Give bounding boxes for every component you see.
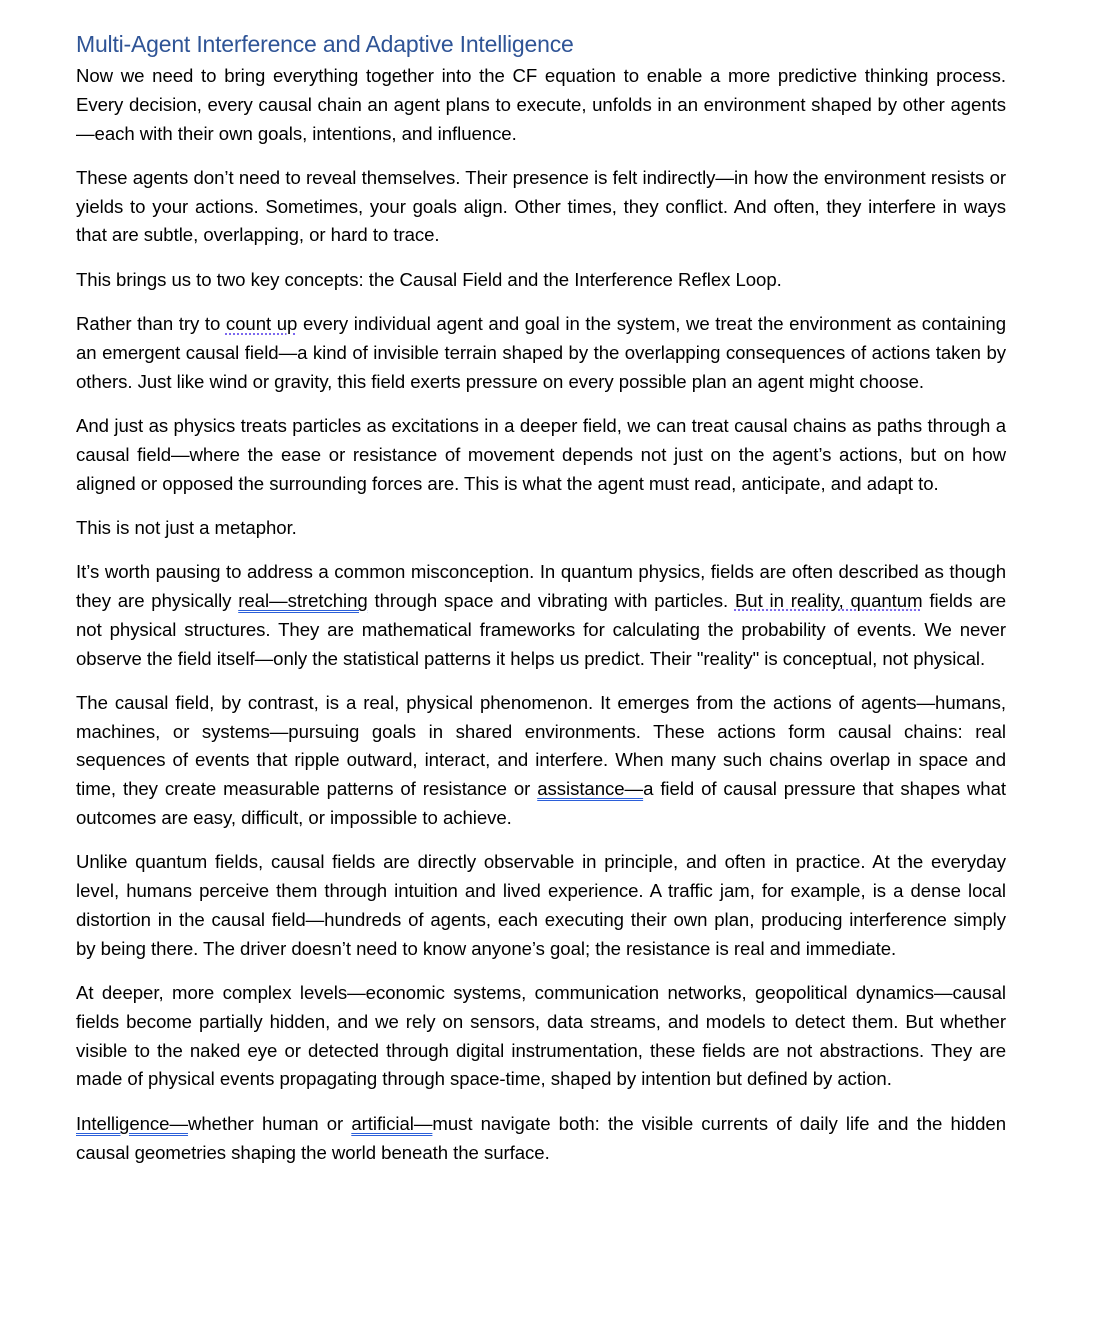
text-run: It’s worth pausing to address a common misconception. In quantum physics, fields are often described as though they are physically (76, 561, 1006, 611)
paragraph: Now we need to bring everything together into the CF equation to enable a more predictive thinking process. Every decision, every causal chain an agent plans to execute, unfolds in an environment shaped by other agents—each with their own goals, intentions, and influence. (76, 65, 1006, 144)
grammar-flagged-text[interactable]: count up (225, 313, 298, 335)
text-run: through space and vibrating with particles. (367, 589, 735, 611)
text-run: whether human or (188, 1112, 352, 1134)
spacing-flagged-text[interactable]: Intelligence— (76, 1112, 189, 1134)
text-run: every individual agent and goal in the system, we treat the environment as containing an emergent causal field—a kind of invisible terrain shaped by the overlapping consequences of actions taken by others. Just like wind or gravity, this field exerts pressure on every possible plan an agent might choose. (76, 313, 1006, 392)
text-run: a field of causal pressure that shapes what outcomes are easy, difficult, or impossible to achieve. (76, 778, 1006, 829)
paragraph: At deeper, more complex levels—economic systems, communication networks, geopolitical dynamics—causal fields become partially hidden, and we rely on sensors, data streams, and models to detect them. But whether visible to the naked eye or detected through digital instrumentation, these fields are not abstractions. They are made of physical events propagating through space-time, shaped by intention but defined by action. (76, 982, 1006, 1090)
paragraph: This is not just a metaphor. (76, 516, 297, 538)
text-run: The causal field, by contrast, is a real, physical phenomenon. It emerges from the actions of agents—humans, machines, or systems—pursuing goals in shared environments. These actions form causal chains: real sequences of events that ripple outward, interact, and interfere. When many such chains overlap in space and time, they create measurable patterns of resistance or (76, 691, 1006, 800)
paragraph: Unlike quantum fields, causal fields are directly observable in principle, and often in practice. At the everyday level, humans perceive them through intuition and lived experience. A traffic jam, for example, is a dense local distortion in the causal field—hundreds of agents, each executing their own plan, producing interference simply by being there. The driver doesn’t need to know anyone’s goal; the resistance is real and immediate. (76, 851, 1006, 959)
text-run: must navigate both: the visible currents of daily life and the hidden causal geometries shaping the world beneath the surface. (76, 1112, 1006, 1163)
paragraph (76, 689, 1006, 833)
paragraph (76, 310, 1006, 396)
spacing-flagged-text[interactable]: artificial— (351, 1112, 433, 1134)
paragraph: And just as physics treats particles as excitations in a deeper field, we can treat causal chains as paths through a causal field—where the ease or resistance of movement depends not just on the agent’s actions, but on how aligned or opposed the surrounding forces are. This is what the agent must read, anticipate, and adapt to. (76, 414, 1006, 494)
paragraph: This brings us to two key concepts: the Causal Field and the Interference Reflex Loop. (76, 268, 782, 290)
spacing-flagged-text[interactable]: assistance— (537, 778, 644, 800)
section-heading: Multi-Agent Interference and Adaptive Intelligence (76, 31, 574, 57)
text-run: Rather than try to (76, 313, 226, 335)
paragraph (76, 1110, 1006, 1168)
grammar-flagged-text[interactable]: But in reality, quantum (734, 589, 923, 611)
spacing-flagged-text[interactable]: real—stretching (238, 589, 368, 611)
document-page (76, 28, 1006, 1183)
text-run: fields are not physical structures. They are mathematical frameworks for calculating the probability of events. We never observe the field itself—only the statistical patterns it helps us predict. Their "reality" is conceptual, not physical. (76, 589, 1006, 669)
paragraph (76, 558, 1006, 673)
paragraph: These agents don’t need to reveal themselves. Their presence is felt indirectly—in how the environment resists or yields to your actions. Sometimes, your goals align. Other times, they conflict. And often, they interfere in ways that are subtle, overlapping, or hard to trace. (76, 166, 1006, 246)
